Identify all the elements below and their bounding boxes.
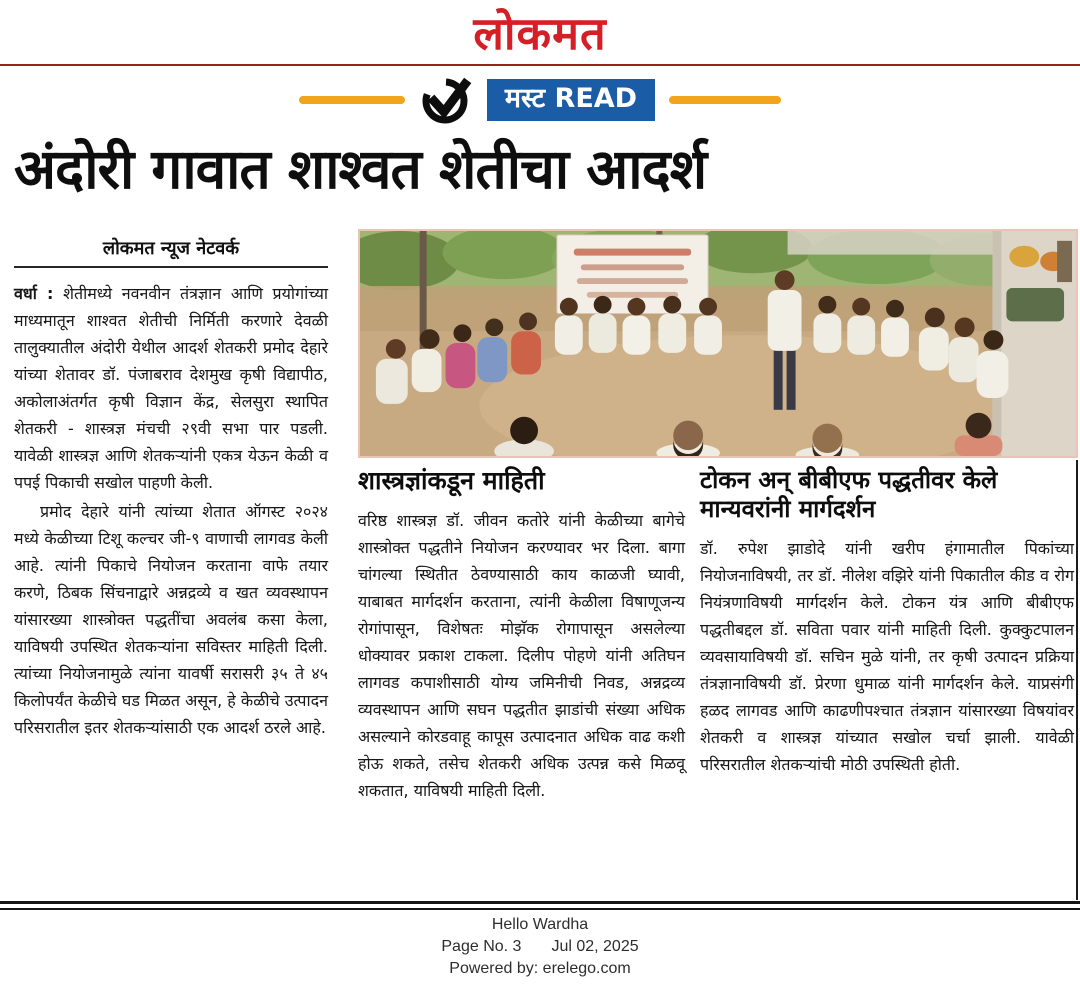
masthead-logo: लोकमत [473,7,607,60]
accent-line-left [299,96,405,104]
accent-line-right [669,96,781,104]
section-body-1: वरिष्ठ शास्त्रज्ञ डॉ. जीवन कतोरे यांनी केळीच्या बागेचे शास्त्रोक्त पद्धतीने नियोजन करण्यावर भर दिला. बागा चांगल्या स्थितीत ठेवण्यासाठी काय काळजी घ्यावी, याबाबत मार्गदर्शन करताना, त्यांनी केळीला विषाणूजन्य रोगांपासून, विशेषतः मोझॅक रोगापासून असलेल्या धोक्यावर प्रकाश टाकला. दिलीप पोहणे यांनी अतिघन लागवड कपाशीसाठी योग्य जमिनीची निवड, अन्नद्रव्य व्यवस्थापन आणि सघन पद्धतीत झाडांची संख्या अधिक असल्याने कोरडवाहू कापूस उत्पादनात अधिक वाढ कशी होऊ शकते, तसेच शेतकरी अधिक उत्पन्न कसे मिळवू शकतात, याविषयी माहिती दिली. [358,510,685,800]
lead-paragraph-1 [14,280,328,496]
lead-paragraph-1-text: शेतीमध्ये नवनवीन तंत्रज्ञान आणि प्रयोगांच्या माध्यमातून शाश्वत शेतीची निर्मिती करणारे देवळी तालुक्यातील अंदोरी येथील आदर्श शेतकरी प्रमोद देहारे यांच्या शेतावर डॉ. पंजाबराव देशमुख कृषी विद्यापीठ, अकोलाअंतर्गत कृषी विज्ञान केंद्र, सेलसुरा स्थापित शेतकरी - शास्त्रज्ञ मंचची २९वी सभा पार पडली. यावेळी शास्त्रज्ञ आणि शेतकऱ्यांनी एकत्र येऊन केळी व पपई पिकाची सखोल पाहणी केली. [14,284,328,492]
dateline: वर्धा : [14,284,54,303]
must-read-badge: मस्ट READ [487,79,655,122]
section-column-1 [358,466,685,804]
article-photo [358,229,1078,458]
footer-page-date [0,936,1080,958]
clipping-footer [0,914,1080,980]
section-body-2: डॉ. रुपेश झाडोदे यांनी खरीप हंगामातील पिकांच्या नियोजनाविषयी, तर डॉ. नीलेश वझिरे यांनी पिकातील कीड व रोग नियंत्रणाविषयी मार्गदर्शन केले. टोकन यंत्र आणि बीबीएफ पद्धतीबद्दल डॉ. सविता पवार यांनी माहिती दिली. कुक्कुटपालन व्यवसायाविषयी डॉ. सचिन मुळे यांनी, तर कृषी उत्पादन प्रक्रिया तंत्रज्ञानाविषयी डॉ. प्रेरणा धुमाळ यांनी मार्गदर्शन केले. याप्रसंगी हळद लागवड आणि काढणीपश्चात तंत्रज्ञान यांसारख्या विषयांवर शेतकरी व शास्त्रज्ञ यांच्यात सखोल चर्चा झाली. यावेळी परिसरातील शेतकऱ्यांची मोठी उपस्थिती होती. [700,538,1074,774]
section-column-2 [700,466,1074,778]
footer-publication: Hello Wardha [491,916,589,933]
article-bottom-rule [0,901,1080,910]
footer-date: Jul 02, 2025 [551,938,639,955]
check-icon [419,73,473,127]
photo-illustration [360,231,1076,456]
lead-column [14,236,328,743]
headline: अंदोरी गावात शाश्वत शेतीचा आदर्श [14,137,707,201]
byline-rule [14,266,328,268]
section-heading-1: शास्त्रज्ञांकडून माहिती [358,466,545,495]
byline: लोकमत न्यूज नेटवर्क [102,238,240,259]
section-heading-2: टोकन अन् बीबीएफ पद्धतीवर केले मान्यवरांनी मार्गदर्शन [700,466,998,524]
footer-page-number: Page No. 3 [441,938,522,955]
lead-paragraph-2: प्रमोद देहारे यांनी त्यांच्या शेतात ऑगस्ट २०२४ मध्ये केळीच्या टिशू कल्चर जी-९ वाणाची लागवड केली आहे. त्यांनी पिकाचे नियोजन करताना वाफे तयार करणे, ठिबक सिंचनाद्वारे अन्नद्रव्ये व खत व्यवस्थापन यांसारख्या शास्त्रोक्त पद्धतींचा अवलंब कसा केला, याविषयी उपस्थित शेतकऱ्यांना सविस्तर माहिती दिली. त्यांच्या नियोजनामुळे त्यांना यावर्षी सरासरी ३५ ते ४५ किलोपर्यंत केळीचे घड मिळत असून, हे केळीचे उत्पादन परिसरातील इतर शेतकऱ्यांसाठी एक आदर्श ठरले आहे. [14,502,328,737]
footer-powered-by: Powered by: erelego.com [449,960,631,977]
right-column-rule [1076,460,1078,900]
masthead-rule [0,64,1080,66]
must-read-badge-row [0,72,1080,128]
